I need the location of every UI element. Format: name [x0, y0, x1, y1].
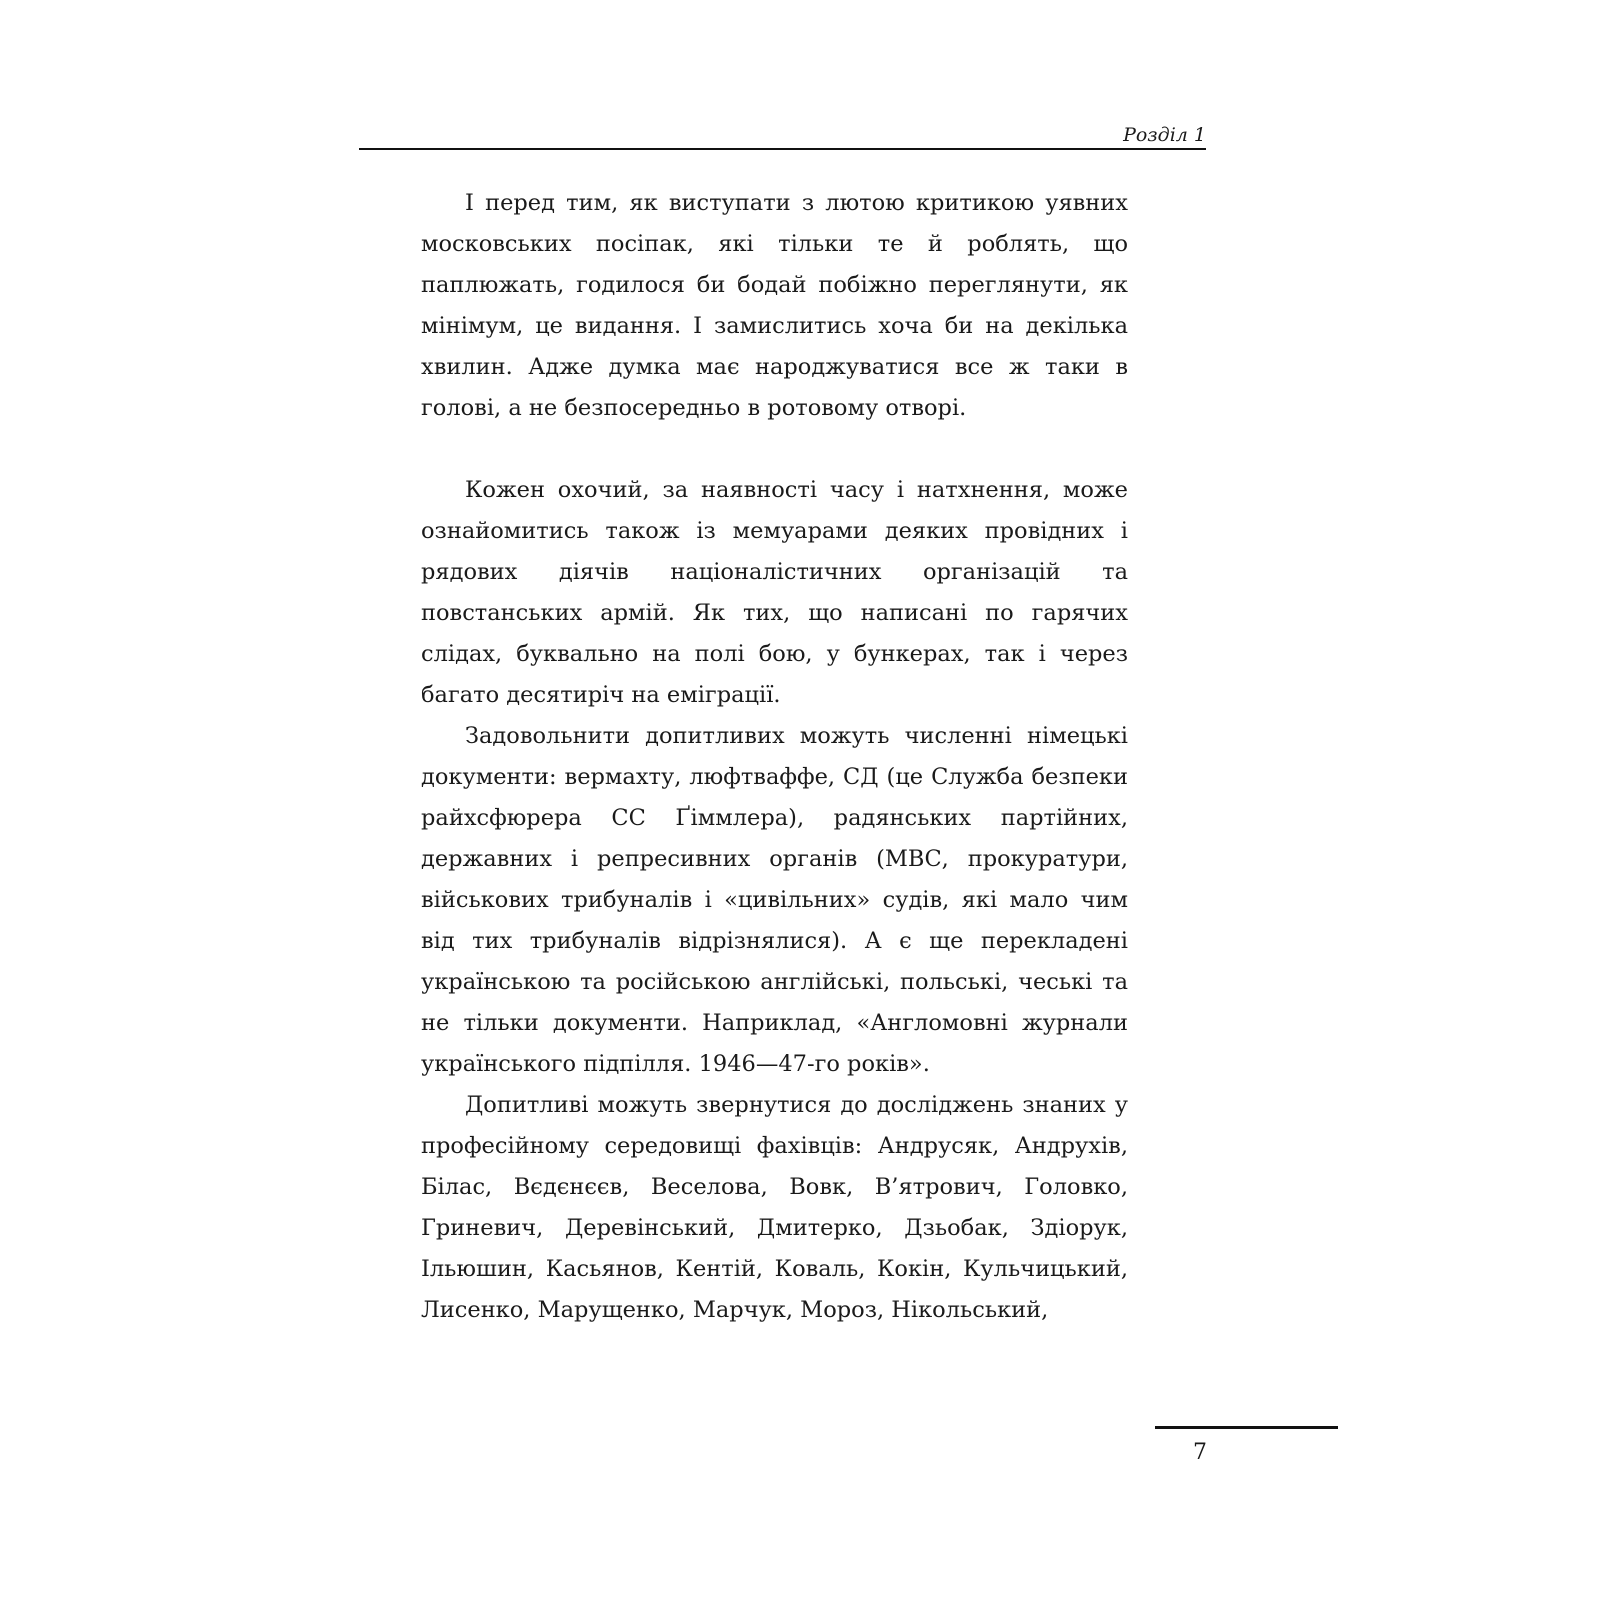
running-head: Розділ 1 [1123, 124, 1206, 146]
header-rule [359, 148, 1206, 150]
body-text [421, 183, 1128, 1331]
footer-rule [1155, 1426, 1338, 1429]
paragraph-3: Задовольнити допитливих можуть численні німецькі документи: вермахту, люфтваффе, СД (це Служба безпеки райхсфюрера СС Ґіммлера), радянських партійних, державних і репресивних органів (МВС, прокуратури, військових трибуналів і «цивільних» судів, які мало чим від тих трибуналів відрізнялися). А є ще перекладені українською та російською англійські, польські, чеські та не тільки документи. Наприклад, «Англомовні журнали українського підпілля. 1946—47-го років». [421, 723, 1128, 1077]
paragraph-2: Кожен охочий, за наявності часу і натхнення, може ознайомитись також із мемуарами деяких провідних і рядових діячів націоналістичних організацій та повстанських армій. Як тих, що написані по гарячих слідах, буквально на полі бою, у бункерах, так і через багато десятиріч на еміграції. [421, 477, 1128, 708]
paragraph-4: Допитливі можуть звернутися до досліджень знаних у професійному середовищі фахівців: Андрусяк, Андрухів, Білас, Вєдєнєєв, Веселова, Вовк, В’ятрович, Головко, Гриневич, Деревінський, Дмитерко, Дзьобак, Здіорук, Ільюшин, Касьянов, Кентій, Коваль, Кокін, Кульчицький, Лисенко, Марущенко, Марчук, Мороз, Нікольський, [421, 1092, 1128, 1323]
page-number: 7 [1193, 1440, 1207, 1465]
paragraph-1: І перед тим, як виступати з лютою критикою уявних московських посіпак, які тільки те й роблять, що паплюжать, годилося би бодай побіжно переглянути, як мінімум, це видання. І замислитись хоча би на декілька хвилин. Адже думка має народжуватися все ж таки в голові, а не безпосередньо в ротовому отворі. [421, 190, 1128, 421]
